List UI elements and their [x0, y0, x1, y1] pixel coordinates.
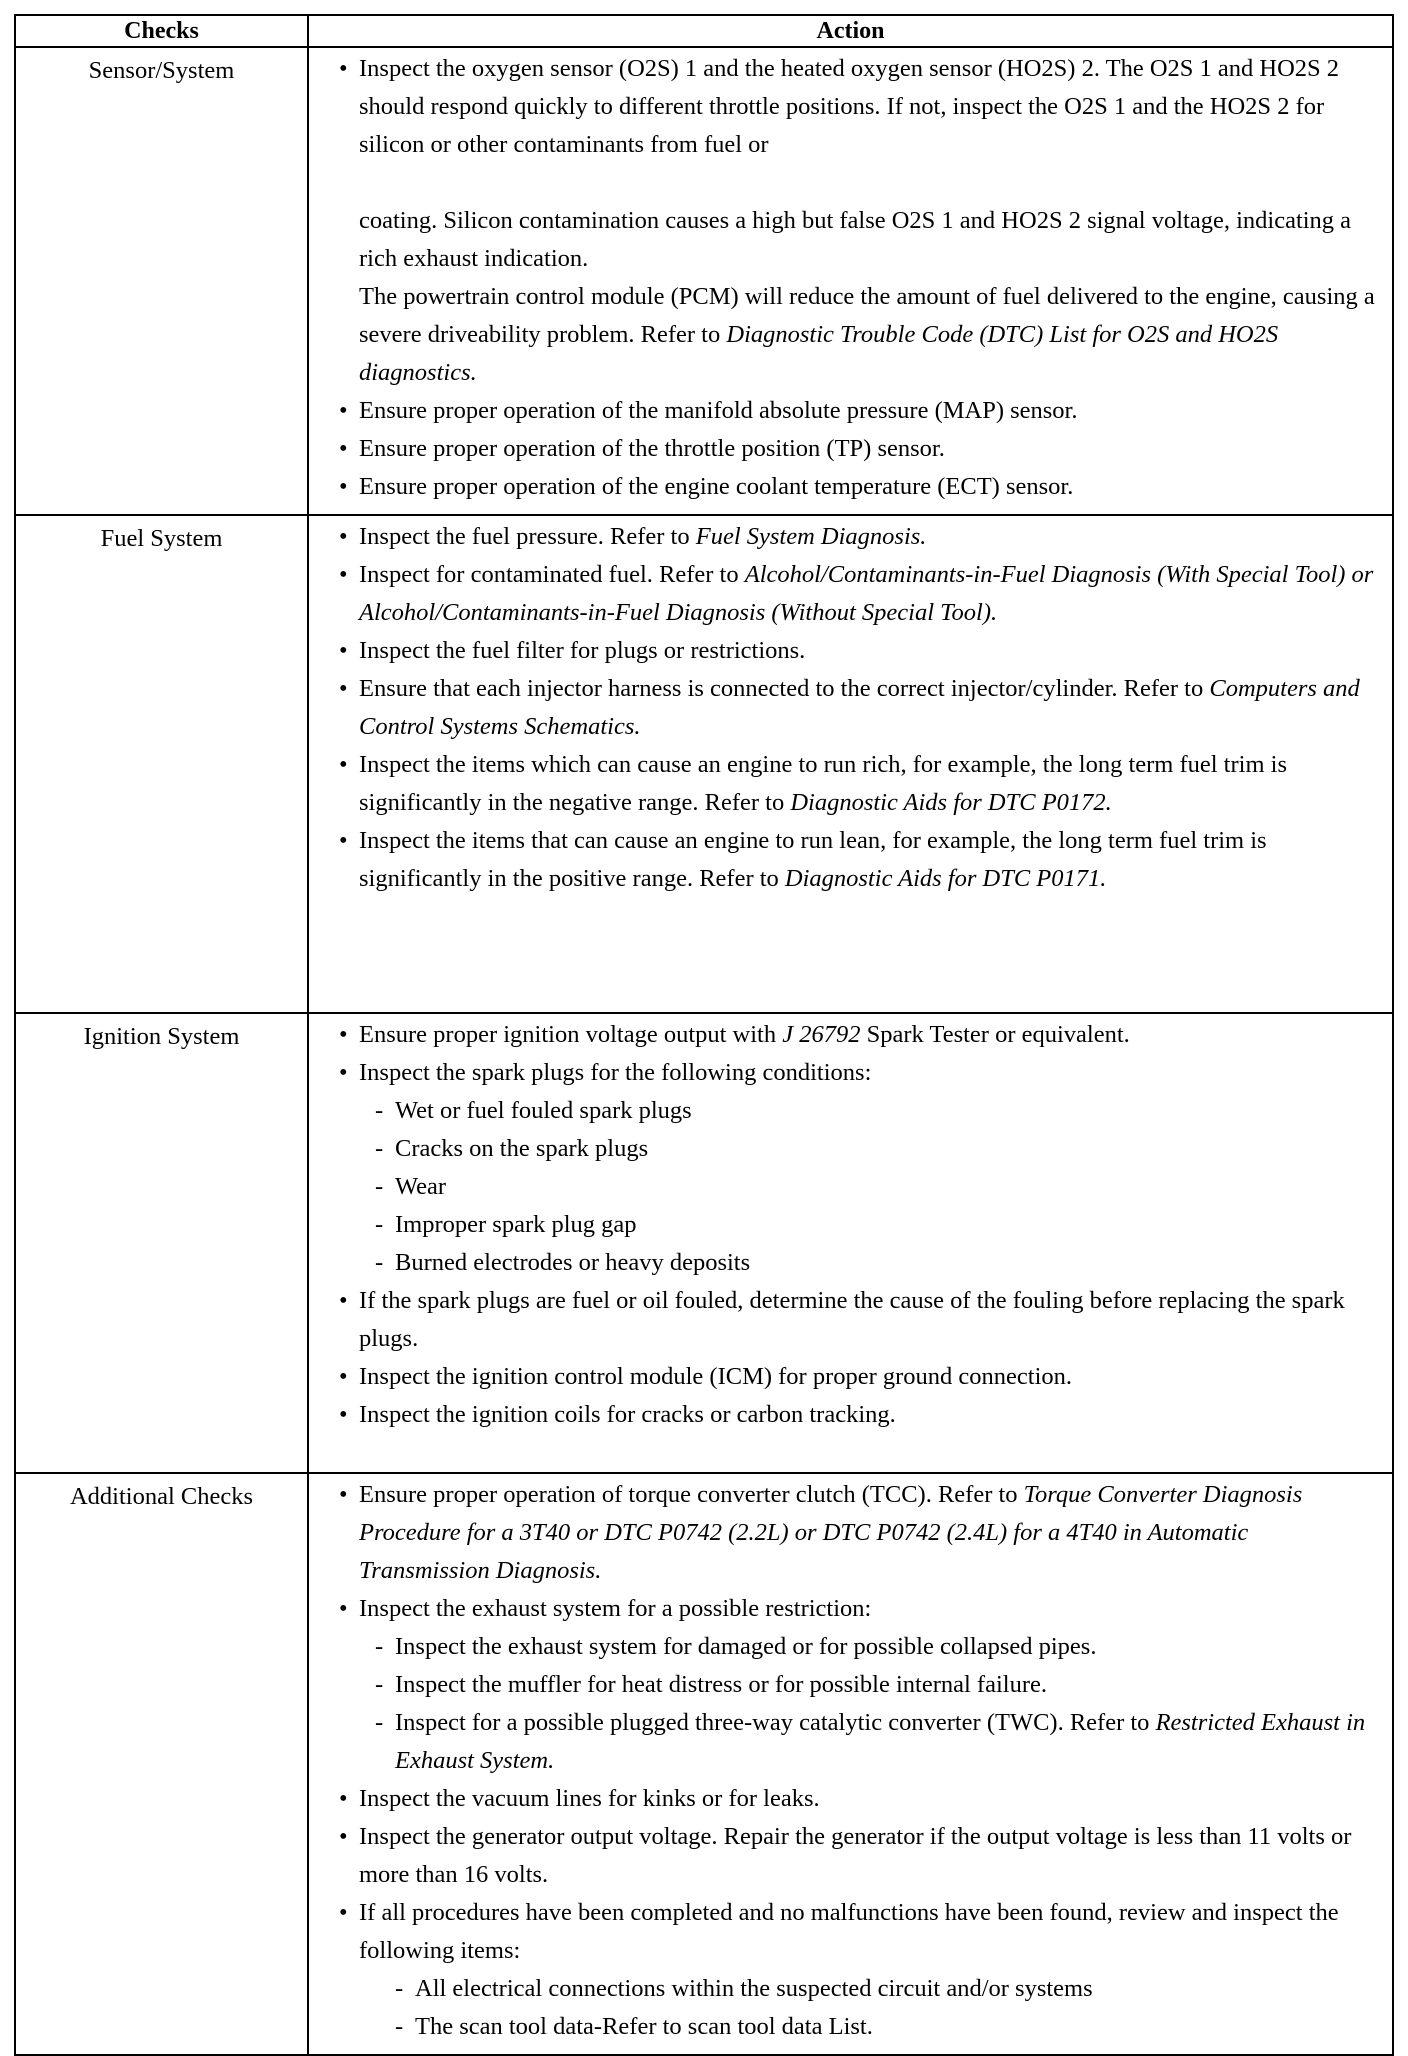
action-cell-sensor-system: [308, 47, 1393, 515]
sub-item: [339, 1704, 1382, 1780]
action-cell-fuel-system: [308, 515, 1393, 1013]
check-cell-sensor-system: Sensor/System: [15, 47, 308, 515]
table-row: [15, 515, 1393, 1013]
bullet-item: • Inspect the vacuum lines for kinks or for leaks.: [339, 1780, 1382, 1818]
bullet-item: [339, 822, 1382, 898]
tool-reference: J 26792: [782, 1021, 861, 1048]
sub-item: - Wet or fuel fouled spark plugs: [339, 1092, 1382, 1130]
reference-link[interactable]: Diagnostic Trouble Code (DTC) List for O2S and HO2S diagnostics.: [359, 321, 1279, 386]
sub-item: - Inspect the exhaust system for damaged or for possible collapsed pipes.: [339, 1628, 1382, 1666]
table-row: [15, 47, 1393, 515]
bullet-item: [339, 670, 1382, 746]
bullet-item: • Inspect the fuel filter for plugs or restrictions.: [339, 632, 1382, 670]
bullet-text: Inspect the fuel pressure. Refer to: [359, 523, 696, 550]
bullet-text: Ensure proper operation of torque converter clutch (TCC). Refer to: [359, 1481, 1024, 1508]
bullet-item: [339, 1476, 1382, 1590]
reference-link[interactable]: Diagnostic Aids for DTC P0171.: [784, 865, 1107, 892]
bullet-item: • If the spark plugs are fuel or oil fouled, determine the cause of the fouling before replacing the spark plugs.: [339, 1282, 1382, 1358]
table-header-row: [15, 15, 1393, 47]
bullet-item: [339, 746, 1382, 822]
bullet-text: Ensure that each injector harness is connected to the correct injector/cylinder. Refer to: [359, 675, 1210, 702]
check-cell-ignition-system: Ignition System: [15, 1013, 308, 1473]
action-column-header: Action: [308, 15, 1393, 47]
bullet-item: • Ensure proper operation of the throttle position (TP) sensor.: [339, 430, 1382, 468]
checks-column-header: Checks: [15, 15, 308, 47]
paragraph-text: The powertrain control module (PCM) will reduce the amount of fuel delivered to the engine, causing a severe driveability problem. Refer to: [359, 283, 1375, 348]
table-row: [15, 1013, 1393, 1473]
bullet-item: [339, 518, 1382, 556]
sub-item: - Burned electrodes or heavy deposits: [339, 1244, 1382, 1282]
sub-item: - Wear: [339, 1168, 1382, 1206]
reference-link[interactable]: Alcohol/Contaminants-in-Fuel Diagnosis (With Special Tool) or Alcohol/Contaminants-in-Fuel Diagnosis (Without Special Tool).: [359, 561, 1374, 626]
bullet-item: • Inspect the ignition control module (ICM) for proper ground connection.: [339, 1358, 1382, 1396]
bullet-text: Inspect the items that can cause an engine to run lean, for example, the long term fuel trim is significantly in the positive range. Refer to: [359, 827, 1267, 892]
reference-link[interactable]: Restricted Exhaust in Exhaust System.: [395, 1709, 1366, 1774]
sub-item: - Inspect the muffler for heat distress or for possible internal failure.: [339, 1666, 1382, 1704]
action-cell-ignition-system: [308, 1013, 1393, 1473]
diagnostic-checks-table: [14, 14, 1394, 2056]
paragraph: [339, 278, 1382, 392]
paragraph: coating. Silicon contamination causes a high but false O2S 1 and HO2S 2 signal voltage, indicating a rich exhaust indication.: [359, 207, 1352, 272]
bullet-text: Inspect for contaminated fuel. Refer to: [359, 561, 745, 588]
bullet-item: • Ensure proper operation of the engine coolant temperature (ECT) sensor.: [339, 468, 1382, 506]
sub-item-text: Inspect for a possible plugged three-way catalytic converter (TWC). Refer to: [395, 1709, 1156, 1736]
check-cell-fuel-system: Fuel System: [15, 515, 308, 1013]
bullet-item: • Inspect the oxygen sensor (O2S) 1 and the heated oxygen sensor (HO2S) 2. The O2S 1 and HO2S 2 should respond quickly to different throttle positions. If not, inspect the O2S 1 and the HO2S 2 for silicon or other contaminants from fuel or: [339, 50, 1382, 164]
bullet-item: • Inspect the spark plugs for the following conditions:: [339, 1054, 1382, 1092]
reference-link[interactable]: Diagnostic Aids for DTC P0172.: [790, 789, 1112, 816]
check-cell-additional-checks: Additional Checks: [15, 1473, 308, 2055]
reference-link[interactable]: Fuel System Diagnosis.: [695, 523, 927, 550]
bullet-item: • Ensure proper operation of the manifold absolute pressure (MAP) sensor.: [339, 392, 1382, 430]
reference-link[interactable]: Torque Converter Diagnosis Procedure for a 3T40 or DTC P0742 (2.2L) or DTC P0742 (2.4L) for a 4T40 in Automatic Transmission Diagnosis.: [359, 1481, 1303, 1584]
bullet-item: • Inspect the ignition coils for cracks or carbon tracking.: [339, 1396, 1382, 1434]
diagnostic-table-page: [14, 14, 1392, 2040]
bullet-text: Ensure proper ignition voltage output with: [359, 1021, 783, 1048]
bullet-item: [339, 1016, 1382, 1054]
bullet-item: • Inspect the generator output voltage. Repair the generator if the output voltage is less than 11 volts or more than 16 volts.: [339, 1818, 1382, 1894]
bullet-item: [339, 556, 1382, 632]
spacer: [339, 164, 1382, 202]
bullet-text: Spark Tester or equivalent.: [860, 1021, 1130, 1048]
sub-item: - Cracks on the spark plugs: [339, 1130, 1382, 1168]
bullet-text: Inspect the items which can cause an engine to run rich, for example, the long term fuel trim is significantly in the negative range. Refer to: [359, 751, 1287, 816]
action-cell-additional-checks: [308, 1473, 1393, 2055]
sub-item: - Improper spark plug gap: [339, 1206, 1382, 1244]
bullet-item: • If all procedures have been completed and no malfunctions have been found, review and inspect the following items:: [339, 1894, 1382, 1970]
sub-item: - All electrical connections within the suspected circuit and/or systems: [339, 1970, 1382, 2008]
table-row: [15, 1473, 1393, 2055]
reference-link[interactable]: Computers and Control Systems Schematics.: [359, 675, 1360, 740]
bullet-item: • Inspect the exhaust system for a possible restriction:: [339, 1590, 1382, 1628]
sub-item: - The scan tool data-Refer to scan tool data List.: [339, 2008, 1382, 2046]
